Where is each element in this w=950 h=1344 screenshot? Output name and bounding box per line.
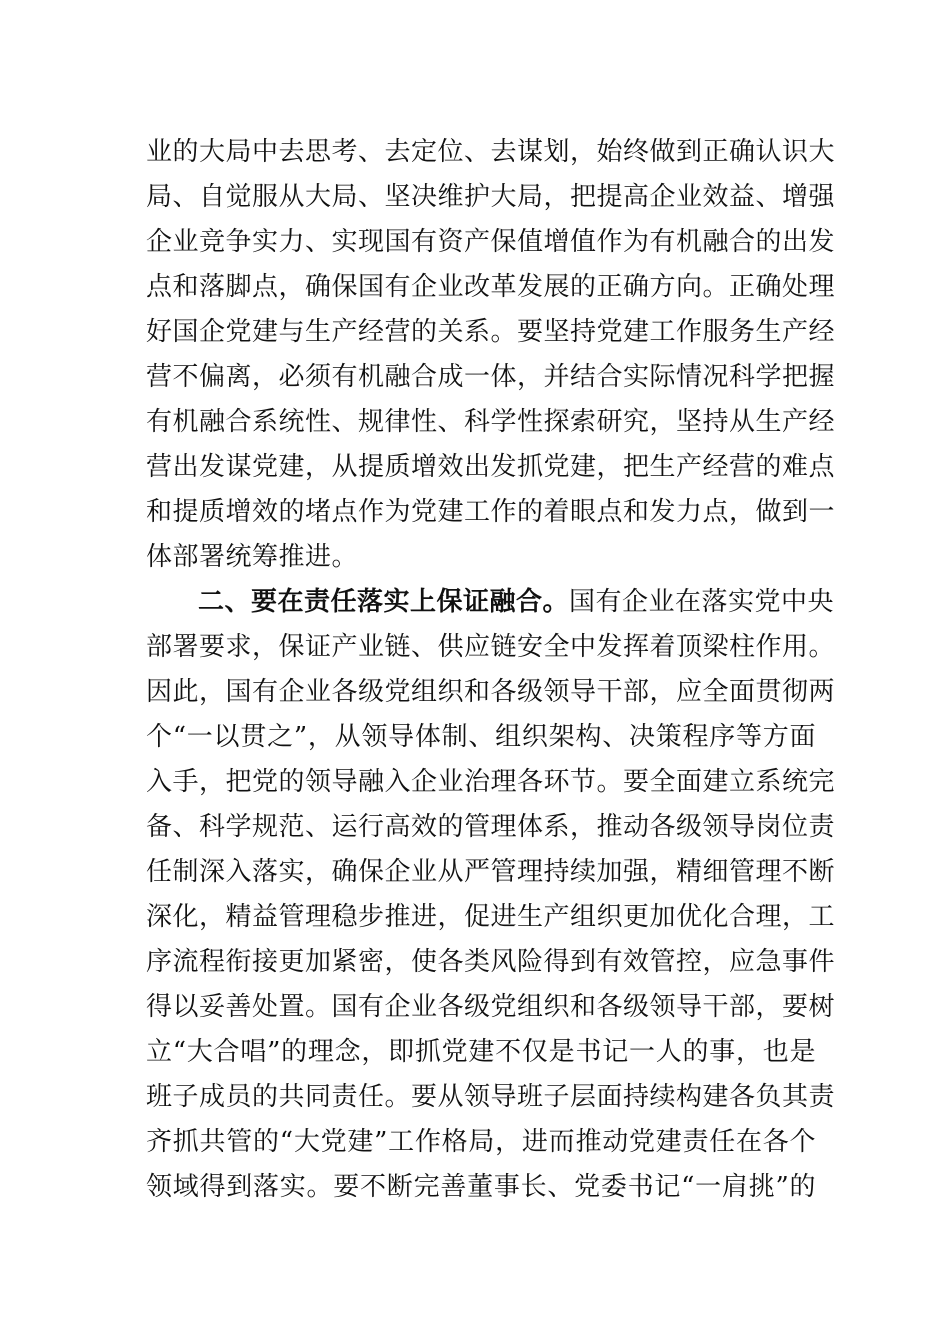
text-line: 立“大合唱”的理念，即抓党建不仅是书记一人的事，也是 <box>146 1037 816 1067</box>
text-line: 入手，把党的领导融入企业治理各环节。要全面建立系统完 <box>146 767 836 797</box>
text-line: 部署要求，保证产业链、供应链安全中发挥着顶梁柱作用。 <box>146 632 836 662</box>
paragraph-1 <box>146 130 836 580</box>
text-line: 营不偏离，必须有机融合成一体，并结合实际情况科学把握 <box>146 362 836 392</box>
text-line: 备、科学规范、运行高效的管理体系，推动各级领导岗位责 <box>146 812 836 842</box>
section-heading: 二、要在责任落实上保证融合。 <box>198 587 570 617</box>
document-body <box>146 130 836 1210</box>
paragraph-2 <box>146 580 836 1210</box>
heading-line-text: 国有企业在落实党中央 <box>569 587 835 617</box>
text-line: 领域得到落实。要不断完善董事长、党委书记“一肩挑”的 <box>146 1172 816 1202</box>
text-line: 业的大局中去思考、去定位、去谋划，始终做到正确认识大 <box>146 137 836 167</box>
text-line: 有机融合系统性、规律性、科学性探索研究，坚持从生产经 <box>146 407 836 437</box>
text-line: 企业竞争实力、实现国有资产保值增值作为有机融合的出发 <box>146 227 836 257</box>
paragraph-2-first-line <box>146 580 835 625</box>
text-line: 好国企党建与生产经营的关系。要坚持党建工作服务生产经 <box>146 317 836 347</box>
text-line: 任制深入落实，确保企业从严管理持续加强，精细管理不断 <box>146 857 836 887</box>
text-line: 个“一以贯之”，从领导体制、组织架构、决策程序等方面 <box>146 722 816 752</box>
text-line: 深化，精益管理稳步推进，促进生产组织更加优化合理，工 <box>146 902 836 932</box>
text-line: 得以妥善处置。国有企业各级党组织和各级领导干部，要树 <box>146 992 836 1022</box>
text-line: 齐抓共管的“大党建”工作格局，进而推动党建责任在各个 <box>146 1127 816 1157</box>
text-line: 点和落脚点，确保国有企业改革发展的正确方向。正确处理 <box>146 272 836 302</box>
text-line: 体部署统筹推进。 <box>146 542 359 572</box>
text-line: 序流程衔接更加紧密，使各类风险得到有效管控，应急事件 <box>146 947 836 977</box>
text-line: 因此，国有企业各级党组织和各级领导干部，应全面贯彻两 <box>146 677 836 707</box>
text-line: 局、自觉服从大局、坚决维护大局，把提高企业效益、增强 <box>146 182 836 212</box>
text-line: 和提质增效的堵点作为党建工作的着眼点和发力点，做到一 <box>146 497 836 527</box>
text-line: 营出发谋党建，从提质增效出发抓党建，把生产经营的难点 <box>146 452 836 482</box>
text-line: 班子成员的共同责任。要从领导班子层面持续构建各负其责 <box>146 1082 836 1112</box>
